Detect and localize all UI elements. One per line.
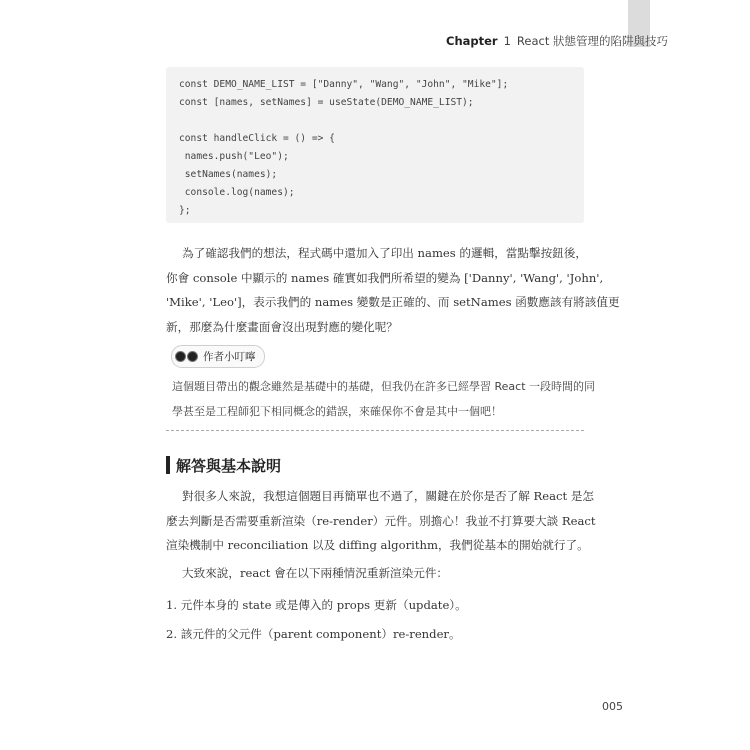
- list-item: 2. 該元件的父元件（parent component）re-render。: [166, 627, 461, 641]
- code-line: [179, 112, 584, 130]
- code-line: };: [179, 205, 191, 216]
- code-line: console.log(names);: [179, 187, 295, 198]
- note-line: 這個題目帶出的觀念雖然是基礎中的基礎，但我仍在許多已經學習 React 一段時間的同: [172, 380, 596, 393]
- code-line: const DEMO_NAME_LIST = ["Danny", "Wang", "John", "Mike"];: [179, 79, 509, 90]
- section-heading: [166, 454, 281, 476]
- numbered-list: [166, 593, 584, 651]
- heading-bar-marker: [166, 456, 170, 474]
- paragraph-line: 新，那麼為什麼畫面會沒出現對應的變化呢？: [166, 319, 398, 334]
- running-header: [446, 33, 669, 49]
- paragraph-line: 渲染機制中 reconciliation 以及 diffing algorithm，我們從基本的開始就行了。: [166, 538, 589, 552]
- chapter-number: 1: [503, 34, 511, 48]
- paragraph-line: 對很多人來說，我想這個題目再簡單也不過了，關鍵在於你是否了解 React 是怎: [182, 489, 595, 503]
- list-item: 1. 元件本身的 state 或是傳入的 props 更新（update）。: [166, 598, 467, 612]
- body-paragraph: [166, 241, 620, 339]
- body-paragraph: [166, 561, 584, 586]
- chapter-title: React 狀態管理的陷阱與技巧: [516, 34, 669, 48]
- page-number: 005: [602, 700, 623, 713]
- code-line: setNames(names);: [179, 169, 278, 180]
- paragraph-line: 'Mike', 'Leo']，表示我們的 names 變數是正確的、而 setNames 函數應該有將該值更: [166, 295, 620, 309]
- paragraph-line: 為了確認我們的想法，程式碼中還加入了印出 names 的邏輯，當點擊按鈕後，: [182, 246, 587, 260]
- author-note-text: [166, 372, 596, 431]
- author-note-label: 作者小叮嚀: [203, 351, 256, 363]
- code-block: [166, 67, 584, 223]
- code-line: names.push("Leo");: [179, 151, 289, 162]
- paragraph-line: 麼去判斷是否需要重新渲染（re-render）元件。別擔心！我並不打算要大談 React: [166, 513, 596, 528]
- section-heading-text: 解答與基本說明: [176, 456, 282, 475]
- paragraph-line: 大致來說，react 會在以下兩種情況重新渲染元件：: [182, 566, 449, 580]
- note-line: 學甚至是工程師犯下相同概念的錯誤，來確保你不會是其中一個吧！: [172, 404, 502, 418]
- paragraph-line: 你會 console 中顯示的 names 確實如我們所希望的變為 ['Danny', 'Wang', 'John',: [166, 270, 604, 285]
- code-line: const [names, setNames] = useState(DEMO_NAME_LIST);: [179, 97, 474, 108]
- glasses-avatar-icon: [175, 351, 198, 362]
- body-paragraph: [166, 484, 596, 558]
- code-line: const handleClick = () => {: [179, 133, 335, 144]
- chapter-label: Chapter: [446, 34, 498, 48]
- author-note-badge: [171, 345, 265, 368]
